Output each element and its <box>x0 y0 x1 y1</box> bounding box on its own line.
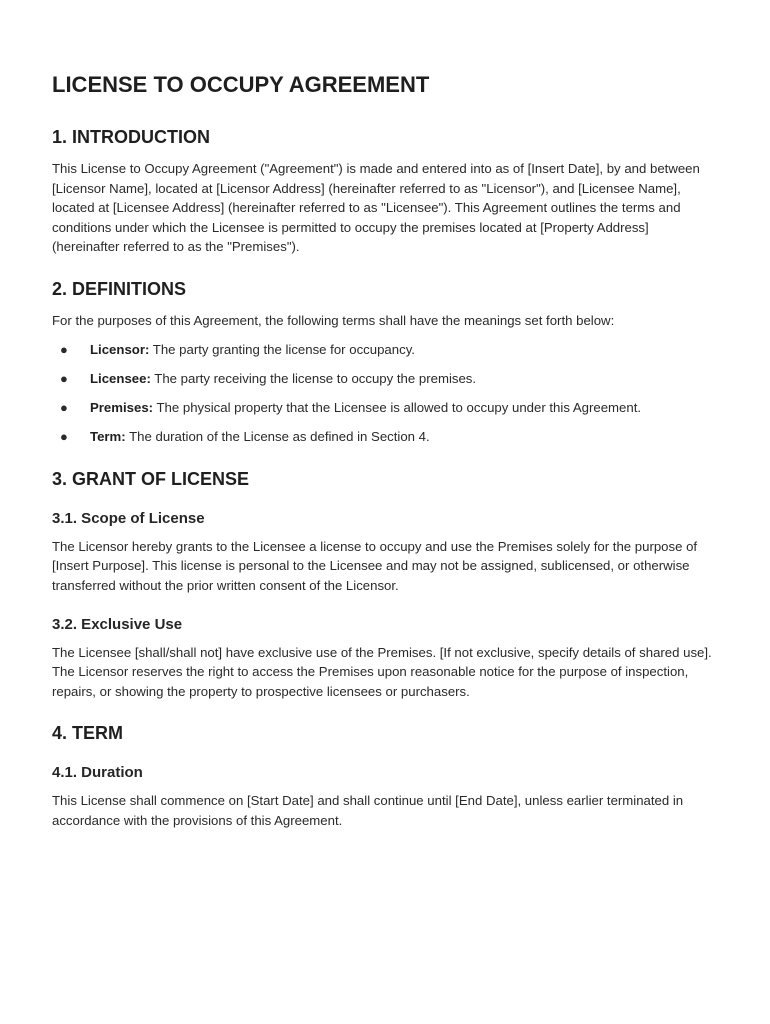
definition-term: Premises: <box>90 399 154 415</box>
definition-text: The duration of the License as defined in Section 4. <box>125 429 430 445</box>
subsection-duration <box>52 763 718 830</box>
document-title: LICENSE TO OCCUPY AGREEMENT <box>52 72 430 97</box>
section-heading-term: 4. TERM <box>52 723 124 744</box>
definition-text: The physical property that the Licensee is allowed to occupy under this Agreement. <box>153 399 642 415</box>
section-heading-grant: 3. GRANT OF LICENSE <box>52 468 250 489</box>
subsection-heading-scope: 3.1. Scope of License <box>52 509 205 527</box>
section-heading-introduction: 1. INTRODUCTION <box>52 127 211 147</box>
section-introduction <box>52 125 718 257</box>
definition-term: Licensor: <box>90 341 150 357</box>
bullet-icon: ● <box>60 341 68 357</box>
section-term <box>52 721 718 830</box>
bullet-icon: ● <box>60 399 68 415</box>
introduction-body: This License to Occupy Agreement ("Agreement") is made and entered into as of [Insert Date], by and between [Licensor Name], located at [Licensor Address] (hereinafter referred to as "Licensor"), and [Licensee Name], located at [Licensee Address] (hereinafter referred to as "Licensee"). This Agreement outlines the terms and conditions under which the Licensee is permitted to occupy the premises located at [Property Address] (hereinafter referred to as the "Premises"). <box>52 161 700 255</box>
section-definitions <box>52 277 718 447</box>
definition-item-premises <box>52 398 718 418</box>
definitions-list <box>52 340 718 447</box>
duration-body: This License shall commence on [Start Date] and shall continue until [End Date], unless earlier terminated in accordance with the provisions of this Agreement. <box>52 793 684 828</box>
subsection-scope <box>52 509 718 596</box>
scope-body: The Licensor hereby grants to the Licensee a license to occupy and use the Premises solely for the purpose of [Insert Purpose]. This license is personal to the Licensee and may not be assigned, sublicensed, or otherwise transferred without the prior written consent of the Licensor. <box>52 538 698 593</box>
definition-text: The party receiving the license to occupy the premises. <box>150 370 477 386</box>
definition-item-term <box>52 427 718 447</box>
definition-term: Licensee: <box>90 370 151 386</box>
definition-text: The party granting the license for occupancy. <box>149 341 415 357</box>
subsection-exclusive-use <box>52 615 718 702</box>
subsection-heading-exclusive: 3.2. Exclusive Use <box>52 615 183 633</box>
bullet-icon: ● <box>60 429 68 445</box>
section-grant-of-license <box>52 467 718 702</box>
bullet-icon: ● <box>60 370 68 386</box>
definition-term: Term: <box>90 429 126 445</box>
subsection-heading-duration: 4.1. Duration <box>52 764 143 782</box>
definitions-intro: For the purposes of this Agreement, the following terms shall have the meanings set forth below: <box>52 312 615 328</box>
definition-item-licensor <box>52 340 718 360</box>
exclusive-body: The Licensee [shall/shall not] have exclusive use of the Premises. [If not exclusive, specify details of shared use]. The Licensor reserves the right to access the Premises upon reasonable notice for the purpose of inspection, repairs, or showing the property to prospective licensees or purchasers. <box>52 644 712 699</box>
section-heading-definitions: 2. DEFINITIONS <box>52 278 187 299</box>
definition-item-licensee <box>52 369 718 389</box>
